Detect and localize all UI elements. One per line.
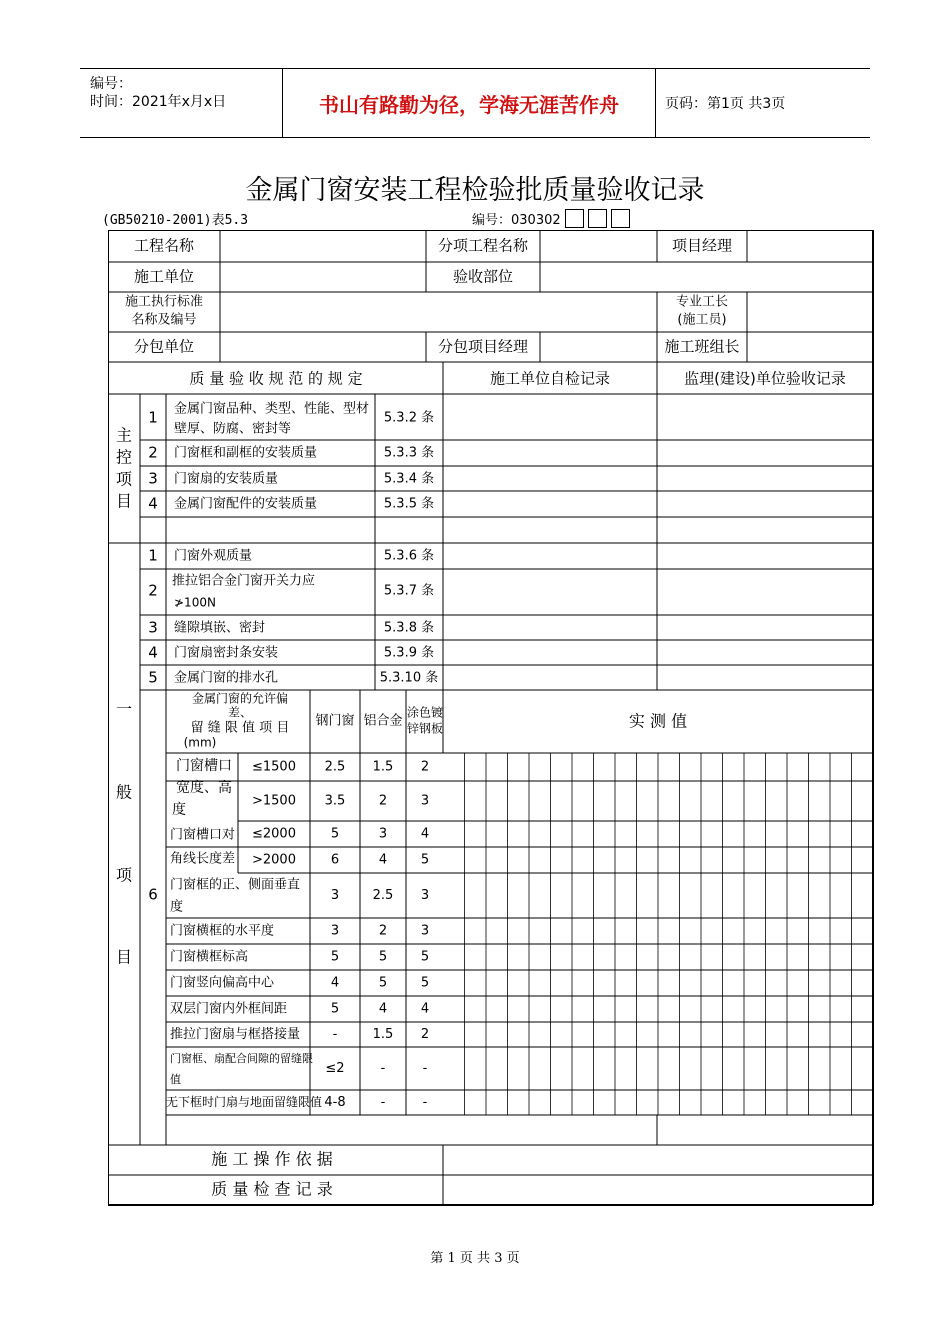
inspection-table <box>108 230 875 1206</box>
tolerance-condition: ≤1500 <box>252 759 296 775</box>
self-check-column-header: 施工单位自检记录 <box>489 369 611 388</box>
item-number: 1 <box>148 408 158 427</box>
clause-reference: 5.3.2 条 <box>383 410 435 426</box>
spec-column-header: 质 量 验 收 规 范 的 规 定 <box>189 369 363 388</box>
tolerance-value: - <box>422 1095 428 1110</box>
record-code-label: 编号：030302 <box>472 213 561 228</box>
tolerance-value: 6 <box>330 852 340 868</box>
standard-name-label: 名称及编号 <box>131 312 197 328</box>
tolerance-header: 金属门窗的允许偏 <box>191 691 289 706</box>
tolerance-value: 5 <box>330 1001 340 1017</box>
tolerance-value: 5 <box>330 949 340 965</box>
tolerance-item-name: 门窗槽口对 <box>170 827 236 843</box>
tolerance-value: 2 <box>378 793 388 809</box>
steel-column-header: 钢门窗 <box>315 713 355 729</box>
item-description: 门窗扇密封条安装 <box>174 645 279 661</box>
clause-reference: 5.3.10 条 <box>379 670 439 686</box>
clause-reference: 5.3.5 条 <box>383 496 435 512</box>
header-motto: 书山有路勤为径，学海无涯苦作舟 <box>282 69 656 137</box>
tolerance-header: 留 缝 限 值 项 目 <box>190 720 290 736</box>
header-meta <box>80 69 282 137</box>
tolerance-value: 3 <box>420 888 430 903</box>
tolerance-value: - <box>380 1095 386 1110</box>
tolerance-value: 4 <box>420 1001 430 1017</box>
tolerance-value: 5 <box>378 949 388 965</box>
clause-reference: 5.3.8 条 <box>383 620 435 636</box>
tolerance-condition: >2000 <box>252 852 296 868</box>
time-label: 时间：2021年x月x日 <box>90 94 227 110</box>
team-leader-label: 施工班组长 <box>664 337 740 356</box>
tolerance-item-name: 门窗竖向偏高中心 <box>170 975 275 991</box>
tolerance-value: 4 <box>420 826 430 842</box>
clause-reference: 5.3.6 条 <box>383 548 435 564</box>
tolerance-value: 1.5 <box>372 759 394 775</box>
coated-column-header: 涂色镀 <box>406 705 444 720</box>
tolerance-value: 2 <box>420 759 430 775</box>
clause-reference: 5.3.9 条 <box>383 645 435 661</box>
tolerance-item-name: 度 <box>170 899 184 915</box>
sub-project-label: 分项工程名称 <box>437 236 529 255</box>
page-info: 页码：第1页 共3页 <box>665 96 786 112</box>
tolerance-header: (mm) <box>183 735 217 750</box>
item-number: 3 <box>148 469 158 488</box>
number-label: 编号： <box>90 76 132 92</box>
clause-reference: 5.3.4 条 <box>383 471 435 487</box>
record-code <box>472 209 630 228</box>
item-number: 1 <box>148 546 158 565</box>
tolerance-value: 2 <box>420 1027 430 1042</box>
subcontractor-label: 分包单位 <box>133 337 195 356</box>
group-label: 一 <box>115 699 133 719</box>
tolerance-value: 5 <box>420 975 430 991</box>
tolerance-value: 3 <box>420 923 430 939</box>
item-description: ≯100N <box>174 595 216 610</box>
tolerance-value: - <box>332 1027 338 1042</box>
item-number: 4 <box>148 643 158 662</box>
item-description: 壁厚、防腐、密封等 <box>174 421 292 437</box>
tolerance-value: - <box>380 1061 386 1076</box>
tolerance-item-name: 宽度、高 <box>176 780 232 796</box>
tolerance-item-name: 门窗槽口 <box>176 758 232 774</box>
supervision-column-header: 监理(建设)单位验收记录 <box>684 369 846 388</box>
measured-values-header: 实 测 值 <box>628 711 688 731</box>
tolerance-value: 2 <box>378 923 388 939</box>
standard-name-label: 施工执行标准 <box>124 294 204 310</box>
item-number: 5 <box>148 668 158 687</box>
standard-code: (GB50210-2001)表5.3 <box>102 213 249 228</box>
quality-record-label: 质 量 检 查 记 录 <box>211 1179 333 1199</box>
project-manager-label: 项目经理 <box>671 236 733 255</box>
tolerance-value: - <box>422 1061 428 1076</box>
tolerance-condition: ≤2000 <box>252 826 296 842</box>
item-description: 金属门窗品种、类型、性能、型材 <box>174 401 370 417</box>
item-number: 6 <box>148 885 158 904</box>
tolerance-item-name: 门窗横框标高 <box>170 949 249 965</box>
construction-basis-label: 施 工 操 作 依 据 <box>211 1149 333 1169</box>
tolerance-value: 4 <box>330 975 340 991</box>
item-description: 门窗扇的安装质量 <box>174 471 279 487</box>
tolerance-value: 2.5 <box>324 759 346 775</box>
tolerance-value: ≤2 <box>325 1061 345 1076</box>
group-label: 项 <box>115 469 133 489</box>
document-title: 金属门窗安装工程检验批质量验收记录 <box>245 175 705 206</box>
group-label: 项 <box>115 865 133 885</box>
item-description: 门窗外观质量 <box>174 548 253 564</box>
group-label: 目 <box>115 947 133 967</box>
page-header <box>80 68 870 138</box>
tolerance-condition: >1500 <box>252 793 296 809</box>
item-number: 4 <box>148 494 158 513</box>
clause-reference: 5.3.7 条 <box>383 583 435 599</box>
tolerance-item-name: 无下框时门扇与地面留缝限值 <box>166 1095 323 1109</box>
tolerance-item-name: 门窗框、扇配合间隙的留缝限 <box>170 1052 313 1065</box>
aluminium-column-header: 铝合金 <box>363 713 403 729</box>
tolerance-value: 5 <box>420 852 430 868</box>
tolerance-value: 4 <box>378 1001 388 1017</box>
item-description: 金属门窗配件的安装质量 <box>174 496 318 512</box>
tolerance-value: 4-8 <box>324 1095 346 1110</box>
inspection-form <box>108 230 875 1210</box>
item-description: 缝隙填嵌、密封 <box>174 620 266 636</box>
tolerance-item-name: 门窗框的正、侧面垂直 <box>170 877 301 893</box>
tolerance-item-name: 门窗横框的水平度 <box>170 923 275 939</box>
tolerance-value: 3 <box>420 793 430 809</box>
tolerance-item-name: 值 <box>170 1073 181 1086</box>
tolerance-value: 1.5 <box>372 1027 394 1042</box>
coated-column-header: 锌钢板 <box>406 721 444 736</box>
acceptance-part-label: 验收部位 <box>452 267 514 286</box>
tolerance-value: 3.5 <box>324 793 346 809</box>
tolerance-value: 3 <box>378 826 388 842</box>
project-name-label: 工程名称 <box>133 236 195 255</box>
item-description: 门窗框和副框的安装质量 <box>174 445 318 461</box>
tolerance-value: 5 <box>420 949 430 965</box>
tolerance-item-name: 双层门窗内外框间距 <box>170 1001 288 1017</box>
group-label: 般 <box>115 782 133 802</box>
foreman-label: (施工员) <box>677 312 727 328</box>
sub-manager-label: 分包项目经理 <box>437 337 529 356</box>
tolerance-item-name: 度 <box>172 802 186 818</box>
tolerance-value: 3 <box>330 888 340 903</box>
tolerance-value: 5 <box>330 826 340 842</box>
tolerance-header: 差、 <box>227 705 253 720</box>
tolerance-item-name: 角线长度差 <box>170 851 236 867</box>
item-number: 2 <box>148 581 158 600</box>
tolerance-value: 5 <box>378 975 388 991</box>
group-label: 目 <box>115 491 133 511</box>
group-label: 控 <box>115 447 133 467</box>
tolerance-value: 2.5 <box>372 888 394 903</box>
foreman-label: 专业工长 <box>675 294 729 310</box>
item-number: 3 <box>148 618 158 637</box>
group-label: 主 <box>115 425 133 445</box>
page-footer: 第 1 页 共 3 页 <box>430 1251 520 1266</box>
tolerance-value: 3 <box>330 923 340 939</box>
code-box[interactable] <box>565 209 584 228</box>
tolerance-value: 4 <box>378 852 388 868</box>
item-number: 2 <box>148 443 158 462</box>
clause-reference: 5.3.3 条 <box>383 445 435 461</box>
construction-unit-label: 施工单位 <box>133 267 195 286</box>
code-box[interactable] <box>611 209 630 228</box>
item-description: 推拉铝合金门窗开关力应 <box>172 573 316 589</box>
code-box[interactable] <box>588 209 607 228</box>
item-description: 金属门窗的排水孔 <box>174 670 279 686</box>
tolerance-item-name: 推拉门窗扇与框搭接量 <box>170 1027 301 1042</box>
